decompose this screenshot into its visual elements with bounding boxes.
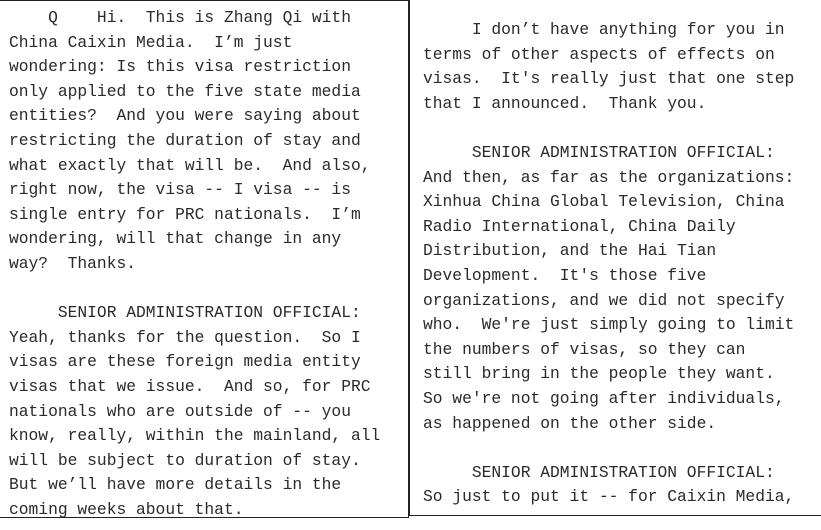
text-line: organizations, and we did not specify: [423, 290, 785, 310]
right-page-text: [423, 18, 794, 510]
text-line: So just to put it -- for Caixin Media,: [423, 487, 795, 507]
text-line: SENIOR ADMINISTRATION OFFICIAL:: [423, 142, 775, 162]
text-line: know, really, within the mainland, all: [9, 426, 381, 446]
text-line: nationals who are outside of -- you: [9, 401, 351, 421]
text-line: wondering, will that change in any: [9, 229, 342, 249]
text-line: who. We're just simply going to limit: [423, 315, 795, 335]
text-line: still bring in the people they want.: [423, 364, 775, 384]
text-line: single entry for PRC nationals. I’m: [9, 204, 361, 224]
text-line: restricting the duration of stay and: [9, 130, 361, 150]
text-line: SENIOR ADMINISTRATION OFFICIAL:: [9, 303, 361, 323]
text-line: that I announced. Thank you.: [423, 93, 707, 113]
right-transcript-page: [409, 0, 821, 516]
text-line: China Caixin Media. I’m just: [9, 32, 293, 52]
left-transcript-page: [0, 0, 409, 518]
text-line: only applied to the five state media: [9, 81, 361, 101]
text-line: Yeah, thanks for the question. So I: [9, 327, 361, 347]
text-line: [9, 277, 380, 302]
left-page-text: [9, 6, 380, 522]
text-line: right now, the visa -- I visa -- is: [9, 180, 351, 200]
text-line: But we’ll have more details in the: [9, 475, 342, 495]
text-line: So we're not going after individuals,: [423, 388, 785, 408]
text-line: wondering: Is this visa restriction: [9, 57, 351, 77]
text-line: I don’t have anything for you in: [423, 20, 785, 39]
text-line: visas. It's really just that one step: [423, 69, 795, 89]
text-line: way? Thanks.: [9, 253, 137, 273]
text-line: Q Hi. This is Zhang Qi with: [9, 8, 351, 27]
text-line: the numbers of visas, so they can: [423, 339, 746, 359]
text-line: terms of other aspects of effects on: [423, 44, 775, 64]
text-line: SENIOR ADMINISTRATION OFFICIAL:: [423, 462, 775, 482]
text-line: visas that we issue. And so, for PRC: [9, 376, 371, 396]
text-line: entities? And you were saying about: [9, 106, 361, 126]
text-line: Xinhua China Global Television, China: [423, 192, 785, 212]
text-line: [423, 116, 794, 141]
text-line: what exactly that will be. And also,: [9, 155, 371, 175]
text-line: Development. It's those five: [423, 265, 707, 285]
text-line: Radio International, China Daily: [423, 216, 736, 236]
text-line: Distribution, and the Hai Tian: [423, 241, 717, 261]
text-line: as happened on the other side.: [423, 413, 717, 433]
text-line: will be subject to duration of stay.: [9, 450, 361, 470]
text-line: [423, 436, 794, 461]
text-line: And then, as far as the organizations:: [423, 167, 795, 187]
text-line: visas are these foreign media entity: [9, 352, 361, 372]
text-line: coming weeks about that.: [9, 499, 244, 519]
